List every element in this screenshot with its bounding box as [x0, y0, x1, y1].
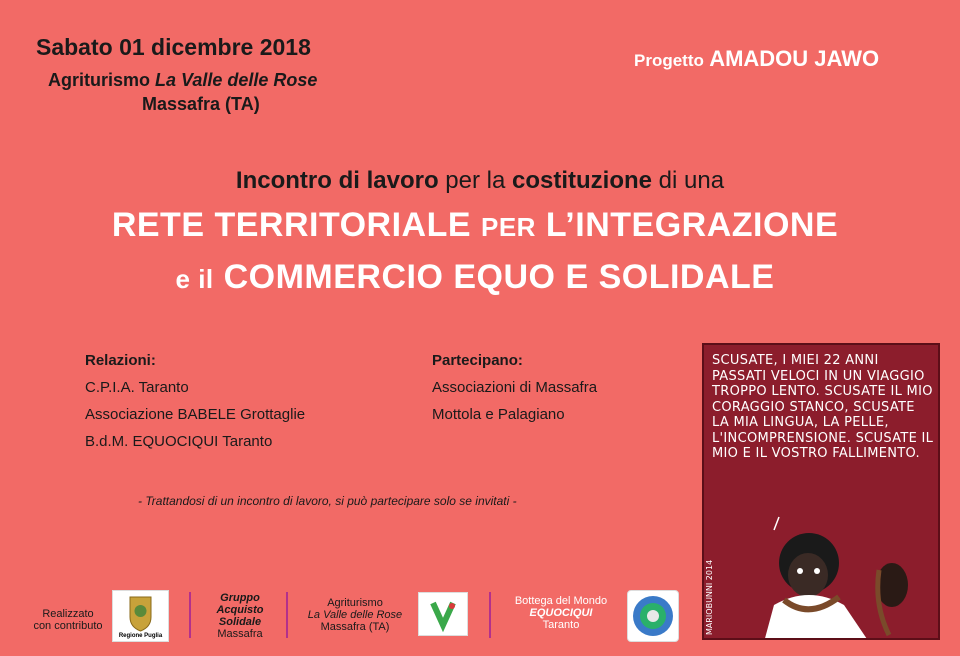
partecipano-item: Mottola e Palagiano — [432, 406, 565, 423]
relazioni-item: Associazione BABELE Grottaglie — [85, 406, 306, 423]
relazioni-item: B.d.M. EQUOCIQUI Taranto — [85, 433, 273, 450]
regione-puglia-label: Regione Puglia — [118, 633, 163, 639]
relazioni-item: C.P.I.A. Taranto — [85, 379, 189, 396]
globe-icon — [628, 591, 678, 641]
project-title: Progetto AMADOU JAWO — [634, 46, 880, 71]
partecipano-heading: Partecipano: — [432, 352, 523, 369]
bottega-equociqui: Bottega del Mondo EQUOCIQUI Taranto — [514, 595, 608, 631]
relazioni-heading: Relazioni: — [85, 352, 156, 369]
main-title-line-2: e il COMMERCIO EQUO E SOLIDALE — [175, 258, 775, 296]
footer-contributo: Realizzato con contributo — [33, 608, 103, 632]
v-leaf-icon — [419, 593, 467, 635]
comic-caption: SCUSATE, I MIEI 22 ANNI PASSATI VELOCI IN UN VIAGGIO TROPPO LENTO. SCUSATE IL MIO CORAGGIO STANCO, SCUSATE LA MIA LINGUA, LA PELLE, L'INCOMPRENSIONE. SCUSATE IL MIO E IL VOSTRO FALLIMENTO. — [712, 353, 934, 461]
venue: Agriturismo La Valle delle Rose — [48, 70, 318, 90]
subtitle: Incontro di lavoro per la costituzione di una — [235, 167, 725, 194]
venue-city: Massafra (TA) — [142, 94, 260, 114]
agriturismo-footer: Agriturismo La Valle delle Rose Massafra (TA) — [307, 597, 403, 633]
main-title-line-1: RETE TERRITORIALE PER L’INTEGRAZIONE — [111, 206, 839, 244]
footer-divider — [489, 592, 491, 638]
agriturismo-logo — [418, 592, 468, 636]
gas-massafra: Gruppo Acquisto Solidale Massafra — [216, 592, 264, 640]
event-date: Sabato 01 dicembre 2018 — [36, 34, 311, 60]
invitation-note: - Trattandosi di un incontro di lavoro, si può partecipare solo se invitati - — [138, 494, 517, 508]
equociqui-logo — [627, 590, 679, 642]
regione-puglia-logo — [112, 590, 169, 642]
svg-text:MARIOBUNNI 2014: MARIOBUNNI 2014 — [705, 559, 714, 635]
partecipano-item: Associazioni di Massafra — [432, 379, 598, 396]
comic-illustration — [702, 343, 940, 640]
comic-figure-icon — [704, 345, 940, 640]
footer-divider — [189, 592, 191, 638]
footer-divider — [286, 592, 288, 638]
